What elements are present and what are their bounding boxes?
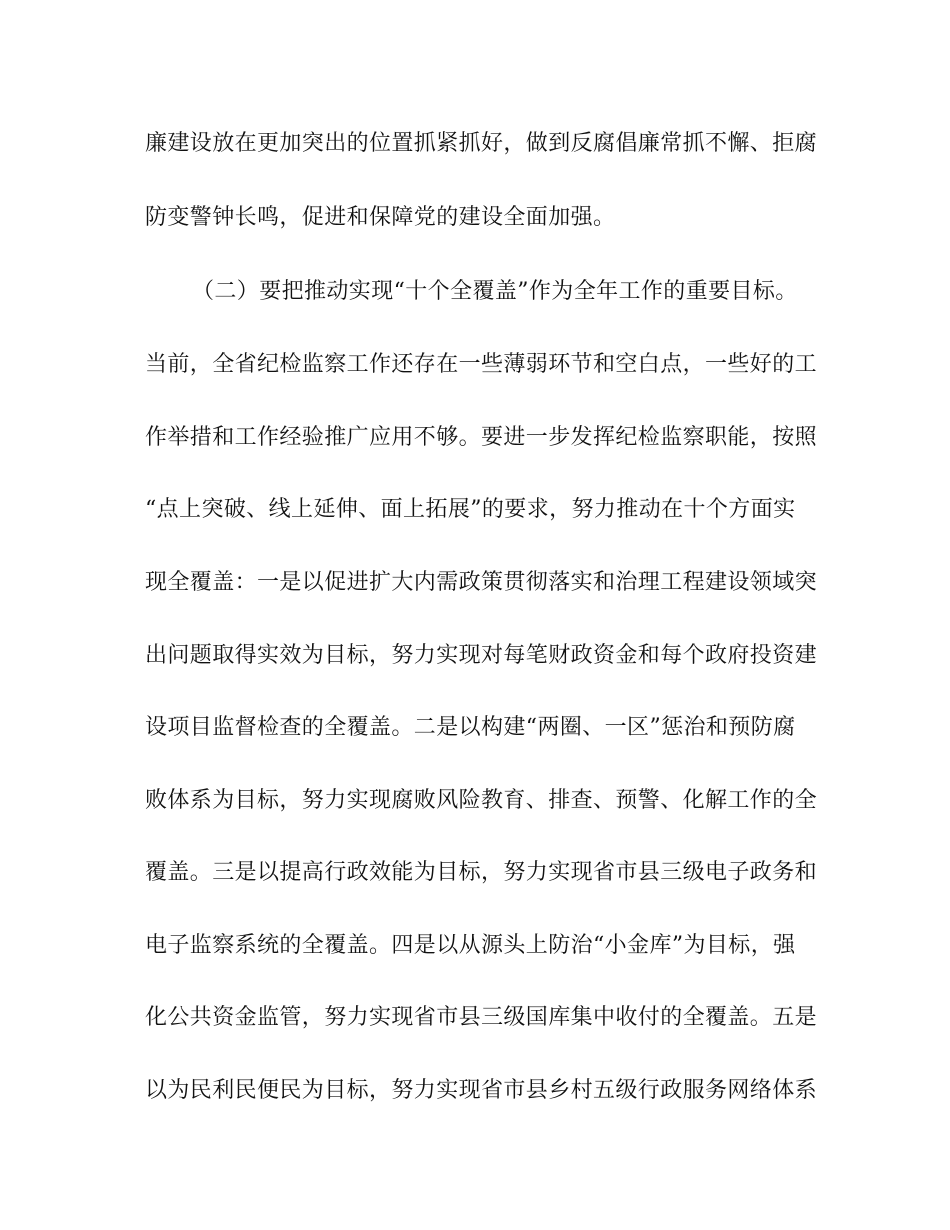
text-line: 败体系为目标，努力实现腐败风险教育、排查、预警、化解工作的全: [145, 788, 818, 813]
text-line: 防变警钟长鸣，促进和保障党的建设全面加强。: [145, 205, 616, 230]
text-line: 出问题取得实效为目标，努力实现对每笔财政资金和每个政府投资建: [145, 643, 818, 668]
text-line: 当前，全省纪检监察工作还存在一些薄弱环节和空白点，一些好的工: [145, 352, 818, 377]
text-line: 廉建设放在更加突出的位置抓紧抓好，做到反腐倡廉常抓不懈、拒腐: [145, 131, 818, 156]
text-line: 设项目监督检查的全覆盖。二是以构建“两圈、一区”惩治和预防腐: [145, 715, 796, 740]
text-line: 现全覆盖：一是以促进扩大内需政策贯彻落实和治理工程建设领域突: [145, 570, 818, 595]
text-line: “点上突破、线上延伸、面上拓展”的要求，努力推动在十个方面实: [145, 497, 796, 522]
section-heading: （二）要把推动实现“十个全覆盖”作为全年工作的重要目标。: [192, 279, 798, 304]
text-line: 以为民利民便民为目标，努力实现省市县乡村五级行政服务网络体系: [145, 1078, 818, 1103]
text-line: 覆盖。三是以提高行政效能为目标，努力实现省市县三级电子政务和: [145, 860, 818, 885]
text-line: 作举措和工作经验推广应用不够。要进一步发挥纪检监察职能，按照: [145, 425, 818, 450]
text-line: 化公共资金监管，努力实现省市县三级国库集中收付的全覆盖。五是: [145, 1005, 818, 1030]
text-line: 电子监察系统的全覆盖。四是以从源头上防治“小金库”为目标，强: [145, 933, 796, 958]
